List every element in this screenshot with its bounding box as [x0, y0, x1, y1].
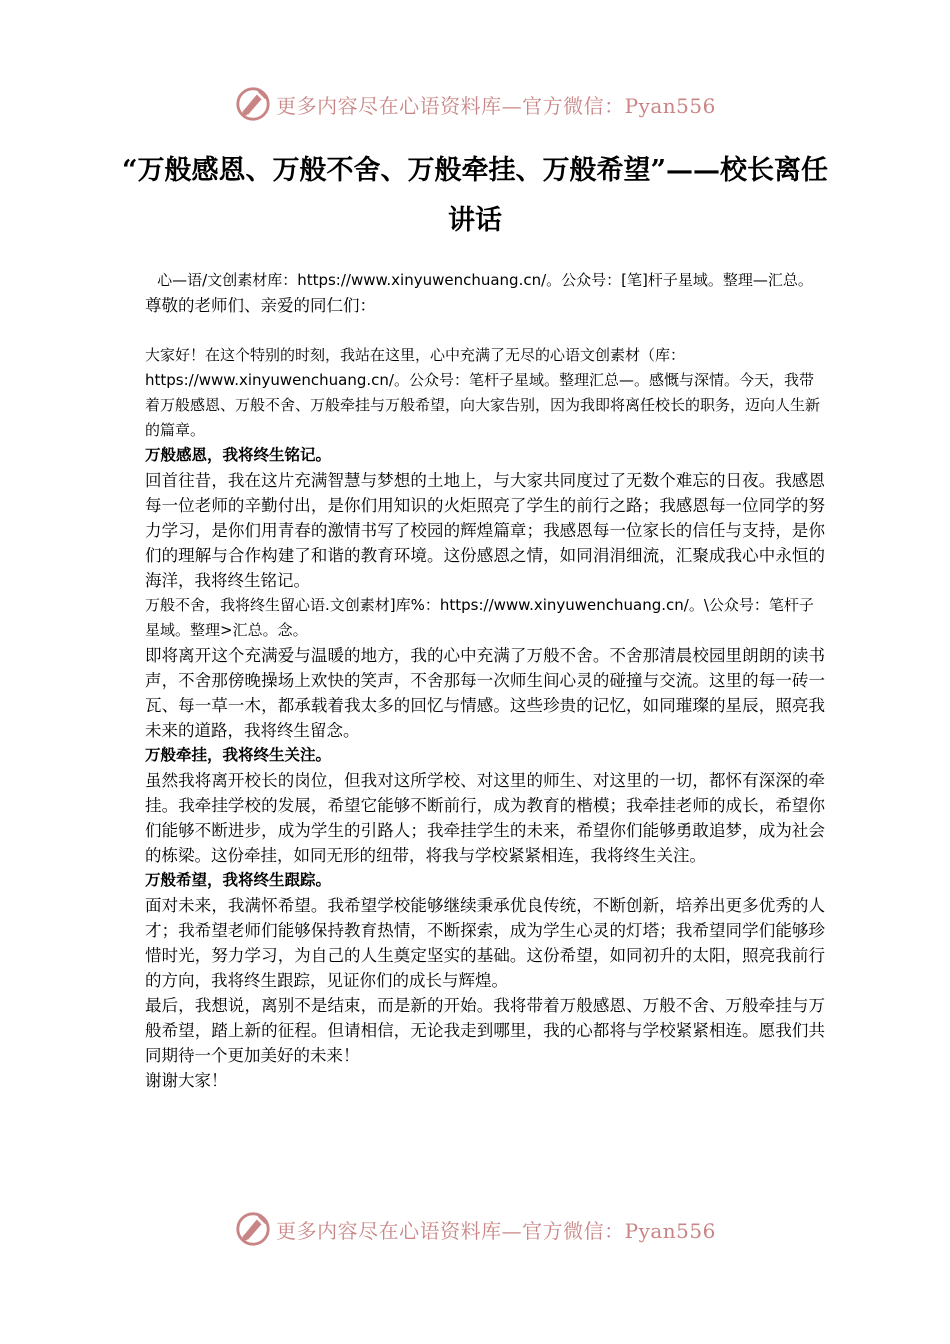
section-heading-gratitude: 万般感恩，我将终生铭记。 — [145, 446, 332, 464]
thanks-line: 谢谢大家！ — [145, 1071, 228, 1090]
footer-banner-text: 更多内容尽在心语资料库—官方微信：Pyan556 — [276, 1218, 716, 1243]
section-body-gratitude: 回首往昔，我在这片充满智慧与梦想的土地上，与大家共同度过了无数个难忘的日夜。我感恩每一位老师的辛勤付出，是你们用知识的火炬照亮了学生的前行之路；我感恩每一位同学的努力学习，是你们用青春的激情书写了校园的辉煌篇章；我感恩每一位家长的信任与支持，是你们的理解与合作构建了和谐的教育环境。这份感恩之情，如同涓涓细流，汇聚成我心中永恒的海洋，我将终生铭记。 — [145, 471, 825, 590]
document-title: “万般感恩、万般不舍、万般牵挂、万般希望”——校长离任讲话 — [121, 155, 829, 236]
greeting: 尊敬的老师们、亲爱的同仁们： — [145, 296, 376, 315]
paragraph-gap — [145, 318, 825, 343]
opening-paragraph: 大家好！在这个特别的时刻，我站在这里，心中充满了无尽的心语文创素材（库：https://www.xinyuwenchuang.cn/。公众号：笔杆子星域。整理汇总—。感慨与深情。今天，我带着万般感恩、万般不舍、万般牵挂与万般希望，向大家告别，因为我即将离任校长的职务，迈向人生新的篇章。 — [145, 346, 821, 439]
brand-logo-icon — [234, 85, 272, 123]
section-heading-reluctance: 万般不舍，我将终生留心语.文创素材]库%：https://www.xinyuwenchuang.cn/。\公众号：笔杆子星域。整理>汇总。念。 — [145, 596, 814, 639]
document-body — [145, 268, 825, 1093]
section-heading-hope: 万般希望，我将终生跟踪。 — [145, 871, 332, 889]
section-body-hope: 面对未来，我满怀希望。我希望学校能够继续秉承优良传统，不断创新，培养出更多优秀的人才；我希望老师们能够保持教育热情，不断探索，成为学生心灵的灯塔；我希望同学们能够珍惜时光，努力学习，为自己的人生奠定坚实的基础。这份希望，如同初升的太阳，照亮我前行的方向，我将终生跟踪，见证你们的成长与辉煌。 — [145, 896, 825, 990]
header-watermark-banner — [0, 82, 950, 126]
section-body-concern: 虽然我将离开校长的岗位，但我对这所学校、对这里的师生、对这里的一切，都怀有深深的牵挂。我牵挂学校的发展，希望它能够不断前行，成为教育的楷模；我牵挂老师的成长，希望你们能够不断进步，成为学生的引路人；我牵挂学生的未来，希望你们能够勇敢追梦，成为社会的栋梁。这份牵挂，如同无形的纽带，将我与学校紧紧相连，我将终生关注。 — [145, 771, 825, 865]
footer-watermark-banner — [0, 1207, 950, 1251]
header-banner-text: 更多内容尽在心语资料库—官方微信：Pyan556 — [276, 93, 716, 118]
section-heading-concern: 万般牵挂，我将终生关注。 — [145, 746, 332, 764]
source-note: 心—语/文创素材库：https://www.xinyuwenchuang.cn/。公众号：[笔]杆子星域。整理—汇总。 — [157, 271, 813, 289]
closing-paragraph: 最后，我想说，离别不是结束，而是新的开始。我将带着万般感恩、万般不舍、万般牵挂与万般希望，踏上新的征程。但请相信，无论我走到哪里，我的心都将与学校紧紧相连。愿我们共同期待一个更加美好的未来！ — [145, 996, 825, 1065]
section-body-reluctance: 即将离开这个充满爱与温暖的地方，我的心中充满了万般不舍。不舍那清晨校园里朗朗的读书声，不舍那傍晚操场上欢快的笑声，不舍那每一次师生间心灵的碰撞与交流。这里的每一砖一瓦、每一草一木，都承载着我太多的回忆与情感。这些珍贵的记忆，如同璀璨的星辰，照亮我未来的道路，我将终生留念。 — [145, 646, 825, 740]
brand-logo-icon — [234, 1210, 272, 1248]
